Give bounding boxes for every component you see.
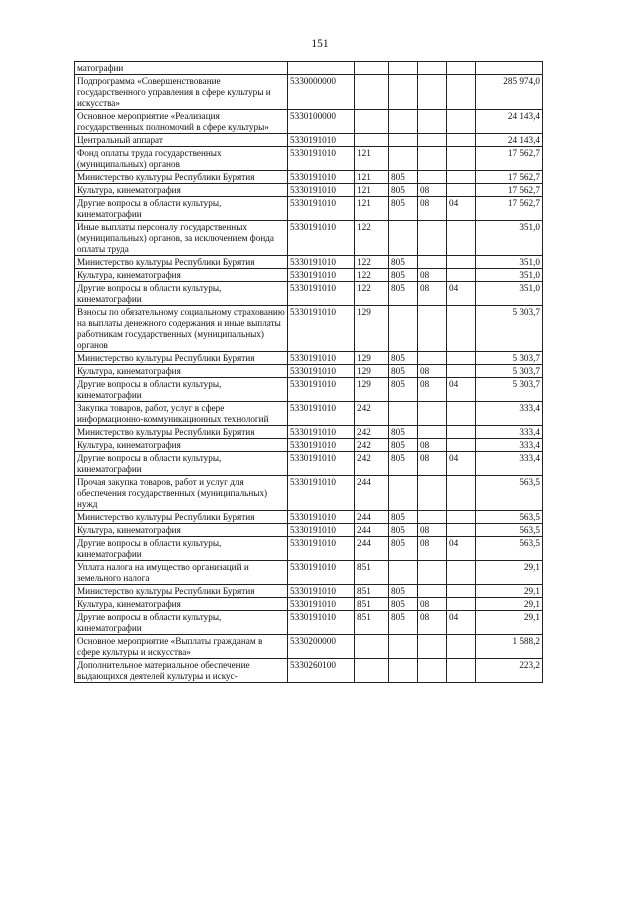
table-row [75, 75, 543, 110]
row-name-cell: Министерство культуры Республики Бурятия [75, 256, 288, 269]
expense-type-cell: 244 [355, 537, 389, 561]
ministry-code-cell: 805 [389, 378, 418, 402]
target-article-cell: 5330191010 [288, 134, 355, 147]
expense-type-cell: 851 [355, 598, 389, 611]
ministry-code-cell: 805 [389, 611, 418, 635]
table-row [75, 282, 543, 306]
expense-type-cell: 851 [355, 561, 389, 585]
table-row [75, 585, 543, 598]
section-cell [418, 171, 447, 184]
subsection-cell [447, 426, 476, 439]
subsection-cell [447, 147, 476, 171]
ministry-code-cell: 805 [389, 452, 418, 476]
section-cell: 08 [418, 197, 447, 221]
section-cell [418, 659, 447, 683]
subsection-cell: 04 [447, 378, 476, 402]
target-article-cell: 5330191010 [288, 598, 355, 611]
ministry-code-cell [389, 659, 418, 683]
table-row [75, 110, 543, 134]
subsection-cell [447, 402, 476, 426]
section-cell: 08 [418, 611, 447, 635]
table-row [75, 269, 543, 282]
row-name-cell: Культура, кинематография [75, 269, 288, 282]
amount-cell: 17 562,7 [476, 171, 543, 184]
target-article-cell: 5330191010 [288, 269, 355, 282]
expense-type-cell [355, 110, 389, 134]
table-row [75, 365, 543, 378]
table-row [75, 306, 543, 352]
row-name-cell: Культура, кинематография [75, 365, 288, 378]
table-row [75, 439, 543, 452]
ministry-code-cell: 805 [389, 269, 418, 282]
budget-table [74, 61, 543, 683]
section-cell: 08 [418, 282, 447, 306]
subsection-cell: 04 [447, 197, 476, 221]
amount-cell: 5 303,7 [476, 352, 543, 365]
table-row [75, 184, 543, 197]
ministry-code-cell [389, 147, 418, 171]
subsection-cell: 04 [447, 537, 476, 561]
subsection-cell [447, 511, 476, 524]
row-name-cell: Закупка товаров, работ, услуг в сфере информационно-коммуникационных технологий [75, 402, 288, 426]
row-name-cell: Культура, кинематография [75, 598, 288, 611]
budget-table-body [75, 62, 543, 683]
subsection-cell [447, 365, 476, 378]
row-name-cell: Министерство культуры Республики Бурятия [75, 511, 288, 524]
ministry-code-cell: 805 [389, 585, 418, 598]
ministry-code-cell: 805 [389, 171, 418, 184]
ministry-code-cell [389, 402, 418, 426]
table-row [75, 197, 543, 221]
target-article-cell: 5330191010 [288, 537, 355, 561]
row-name-cell: Дополнительное материальное обеспечение выдающихся деятелей культуры и искус- [75, 659, 288, 683]
amount-cell: 5 303,7 [476, 306, 543, 352]
target-article-cell: 5330191010 [288, 221, 355, 256]
row-name-cell: Министерство культуры Республики Бурятия [75, 352, 288, 365]
subsection-cell [447, 62, 476, 75]
target-article-cell: 5330191010 [288, 524, 355, 537]
expense-type-cell [355, 134, 389, 147]
section-cell: 08 [418, 524, 447, 537]
amount-cell: 29,1 [476, 585, 543, 598]
ministry-code-cell: 805 [389, 537, 418, 561]
target-article-cell [288, 62, 355, 75]
expense-type-cell: 242 [355, 402, 389, 426]
target-article-cell: 5330191010 [288, 585, 355, 598]
table-row [75, 256, 543, 269]
subsection-cell [447, 439, 476, 452]
subsection-cell [447, 352, 476, 365]
expense-type-cell: 121 [355, 197, 389, 221]
expense-type-cell: 129 [355, 306, 389, 352]
ministry-code-cell: 805 [389, 439, 418, 452]
table-row [75, 635, 543, 659]
row-name-cell: Подпрограмма «Совершенствование государственного управления в сфере культуры и искусства» [75, 75, 288, 110]
subsection-cell [447, 585, 476, 598]
section-cell [418, 352, 447, 365]
subsection-cell [447, 256, 476, 269]
target-article-cell: 5330260100 [288, 659, 355, 683]
section-cell: 08 [418, 269, 447, 282]
amount-cell: 351,0 [476, 221, 543, 256]
row-name-cell: Взносы по обязательному социальному страхованию на выплаты денежного содержания и иные выплаты работникам государственных (муниципальных) органов [75, 306, 288, 352]
target-article-cell: 5330191010 [288, 378, 355, 402]
expense-type-cell [355, 75, 389, 110]
expense-type-cell: 129 [355, 365, 389, 378]
table-row [75, 221, 543, 256]
subsection-cell [447, 134, 476, 147]
section-cell [418, 426, 447, 439]
amount-cell: 351,0 [476, 269, 543, 282]
target-article-cell: 5330000000 [288, 75, 355, 110]
section-cell [418, 134, 447, 147]
subsection-cell [447, 659, 476, 683]
subsection-cell [447, 524, 476, 537]
row-name-cell: Центральный аппарат [75, 134, 288, 147]
amount-cell: 563,5 [476, 511, 543, 524]
table-row [75, 62, 543, 75]
ministry-code-cell: 805 [389, 256, 418, 269]
target-article-cell: 5330191010 [288, 197, 355, 221]
amount-cell: 17 562,7 [476, 197, 543, 221]
expense-type-cell: 122 [355, 269, 389, 282]
table-row [75, 561, 543, 585]
ministry-code-cell: 805 [389, 365, 418, 378]
expense-type-cell: 121 [355, 184, 389, 197]
expense-type-cell: 851 [355, 611, 389, 635]
row-name-cell: Другие вопросы в области культуры, кинематографии [75, 197, 288, 221]
table-row [75, 476, 543, 511]
target-article-cell: 5330100000 [288, 110, 355, 134]
row-name-cell: Другие вопросы в области культуры, кинематографии [75, 282, 288, 306]
row-name-cell: Культура, кинематография [75, 524, 288, 537]
section-cell [418, 585, 447, 598]
amount-cell: 17 562,7 [476, 184, 543, 197]
target-article-cell: 5330191010 [288, 511, 355, 524]
section-cell [418, 75, 447, 110]
target-article-cell: 5330191010 [288, 352, 355, 365]
amount-cell: 351,0 [476, 282, 543, 306]
amount-cell: 29,1 [476, 598, 543, 611]
target-article-cell: 5330191010 [288, 561, 355, 585]
expense-type-cell: 244 [355, 524, 389, 537]
table-row [75, 134, 543, 147]
expense-type-cell: 121 [355, 171, 389, 184]
ministry-code-cell [389, 561, 418, 585]
section-cell [418, 256, 447, 269]
table-row [75, 352, 543, 365]
section-cell [418, 62, 447, 75]
table-row [75, 402, 543, 426]
expense-type-cell: 244 [355, 476, 389, 511]
row-name-cell: Иные выплаты персоналу государственных (муниципальных) органов, за исключением фонда оплаты труда [75, 221, 288, 256]
amount-cell: 333,4 [476, 402, 543, 426]
amount-cell: 24 143,4 [476, 134, 543, 147]
amount-cell: 223,2 [476, 659, 543, 683]
ministry-code-cell: 805 [389, 426, 418, 439]
subsection-cell [447, 110, 476, 134]
ministry-code-cell [389, 476, 418, 511]
target-article-cell: 5330200000 [288, 635, 355, 659]
target-article-cell: 5330191010 [288, 426, 355, 439]
subsection-cell [447, 221, 476, 256]
section-cell [418, 635, 447, 659]
section-cell [418, 561, 447, 585]
section-cell: 08 [418, 184, 447, 197]
amount-cell: 563,5 [476, 537, 543, 561]
ministry-code-cell: 805 [389, 352, 418, 365]
ministry-code-cell: 805 [389, 184, 418, 197]
subsection-cell [447, 476, 476, 511]
expense-type-cell: 242 [355, 452, 389, 476]
ministry-code-cell: 805 [389, 511, 418, 524]
table-row [75, 659, 543, 683]
section-cell: 08 [418, 452, 447, 476]
amount-cell: 563,5 [476, 524, 543, 537]
subsection-cell [447, 75, 476, 110]
amount-cell: 5 303,7 [476, 365, 543, 378]
page-number: 151 [311, 38, 329, 50]
target-article-cell: 5330191010 [288, 184, 355, 197]
expense-type-cell: 122 [355, 282, 389, 306]
ministry-code-cell [389, 110, 418, 134]
section-cell [418, 221, 447, 256]
amount-cell: 563,5 [476, 476, 543, 511]
section-cell: 08 [418, 439, 447, 452]
target-article-cell: 5330191010 [288, 282, 355, 306]
expense-type-cell: 129 [355, 352, 389, 365]
subsection-cell [447, 635, 476, 659]
row-name-cell: матографии [75, 62, 288, 75]
target-article-cell: 5330191010 [288, 365, 355, 378]
expense-type-cell: 122 [355, 256, 389, 269]
table-row [75, 524, 543, 537]
row-name-cell: Министерство культуры Республики Бурятия [75, 426, 288, 439]
row-name-cell: Другие вопросы в области культуры, кинематографии [75, 452, 288, 476]
subsection-cell [447, 306, 476, 352]
section-cell [418, 402, 447, 426]
row-name-cell: Культура, кинематография [75, 184, 288, 197]
row-name-cell: Другие вопросы в области культуры, кинематографии [75, 537, 288, 561]
table-row [75, 147, 543, 171]
target-article-cell: 5330191010 [288, 256, 355, 269]
ministry-code-cell [389, 134, 418, 147]
expense-type-cell [355, 659, 389, 683]
amount-cell: 17 562,7 [476, 147, 543, 171]
expense-type-cell: 242 [355, 439, 389, 452]
row-name-cell: Культура, кинематография [75, 439, 288, 452]
amount-cell: 29,1 [476, 561, 543, 585]
ministry-code-cell: 805 [389, 524, 418, 537]
amount-cell: 29,1 [476, 611, 543, 635]
table-row [75, 171, 543, 184]
section-cell [418, 511, 447, 524]
subsection-cell: 04 [447, 452, 476, 476]
table-row [75, 611, 543, 635]
subsection-cell: 04 [447, 611, 476, 635]
expense-type-cell [355, 62, 389, 75]
amount-cell: 333,4 [476, 439, 543, 452]
section-cell [418, 306, 447, 352]
expense-type-cell: 122 [355, 221, 389, 256]
section-cell [418, 147, 447, 171]
subsection-cell [447, 269, 476, 282]
section-cell [418, 110, 447, 134]
expense-type-cell [355, 635, 389, 659]
table-row [75, 511, 543, 524]
section-cell: 08 [418, 537, 447, 561]
row-name-cell: Уплата налога на имущество организаций и земельного налога [75, 561, 288, 585]
table-row [75, 452, 543, 476]
ministry-code-cell [389, 635, 418, 659]
section-cell: 08 [418, 378, 447, 402]
section-cell [418, 476, 447, 511]
row-name-cell: Основное мероприятие «Выплаты гражданам в сфере культуры и искусства» [75, 635, 288, 659]
ministry-code-cell [389, 221, 418, 256]
table-row [75, 378, 543, 402]
ministry-code-cell [389, 306, 418, 352]
amount-cell: 333,4 [476, 452, 543, 476]
subsection-cell [447, 561, 476, 585]
row-name-cell: Министерство культуры Республики Бурятия [75, 585, 288, 598]
ministry-code-cell: 805 [389, 282, 418, 306]
table-row [75, 426, 543, 439]
row-name-cell: Другие вопросы в области культуры, кинематографии [75, 378, 288, 402]
section-cell: 08 [418, 365, 447, 378]
target-article-cell: 5330191010 [288, 402, 355, 426]
expense-type-cell: 242 [355, 426, 389, 439]
expense-type-cell: 121 [355, 147, 389, 171]
table-row [75, 537, 543, 561]
section-cell: 08 [418, 598, 447, 611]
target-article-cell: 5330191010 [288, 611, 355, 635]
target-article-cell: 5330191010 [288, 147, 355, 171]
row-name-cell: Фонд оплаты труда государственных (муниципальных) органов [75, 147, 288, 171]
expense-type-cell: 851 [355, 585, 389, 598]
amount-cell: 5 303,7 [476, 378, 543, 402]
target-article-cell: 5330191010 [288, 452, 355, 476]
row-name-cell: Основное мероприятие «Реализация государственных полномочий в сфере культуры» [75, 110, 288, 134]
ministry-code-cell [389, 75, 418, 110]
subsection-cell [447, 171, 476, 184]
row-name-cell: Министерство культуры Республики Бурятия [75, 171, 288, 184]
subsection-cell [447, 598, 476, 611]
amount-cell: 1 588,2 [476, 635, 543, 659]
amount-cell [476, 62, 543, 75]
ministry-code-cell: 805 [389, 197, 418, 221]
amount-cell: 351,0 [476, 256, 543, 269]
target-article-cell: 5330191010 [288, 306, 355, 352]
ministry-code-cell [389, 62, 418, 75]
row-name-cell: Прочая закупка товаров, работ и услуг для обеспечения государственных (муниципальных) нужд [75, 476, 288, 511]
expense-type-cell: 244 [355, 511, 389, 524]
row-name-cell: Другие вопросы в области культуры, кинематографии [75, 611, 288, 635]
amount-cell: 24 143,4 [476, 110, 543, 134]
ministry-code-cell: 805 [389, 598, 418, 611]
subsection-cell [447, 184, 476, 197]
target-article-cell: 5330191010 [288, 476, 355, 511]
target-article-cell: 5330191010 [288, 171, 355, 184]
amount-cell: 333,4 [476, 426, 543, 439]
subsection-cell: 04 [447, 282, 476, 306]
expense-type-cell: 129 [355, 378, 389, 402]
table-row [75, 598, 543, 611]
amount-cell: 285 974,0 [476, 75, 543, 110]
target-article-cell: 5330191010 [288, 439, 355, 452]
